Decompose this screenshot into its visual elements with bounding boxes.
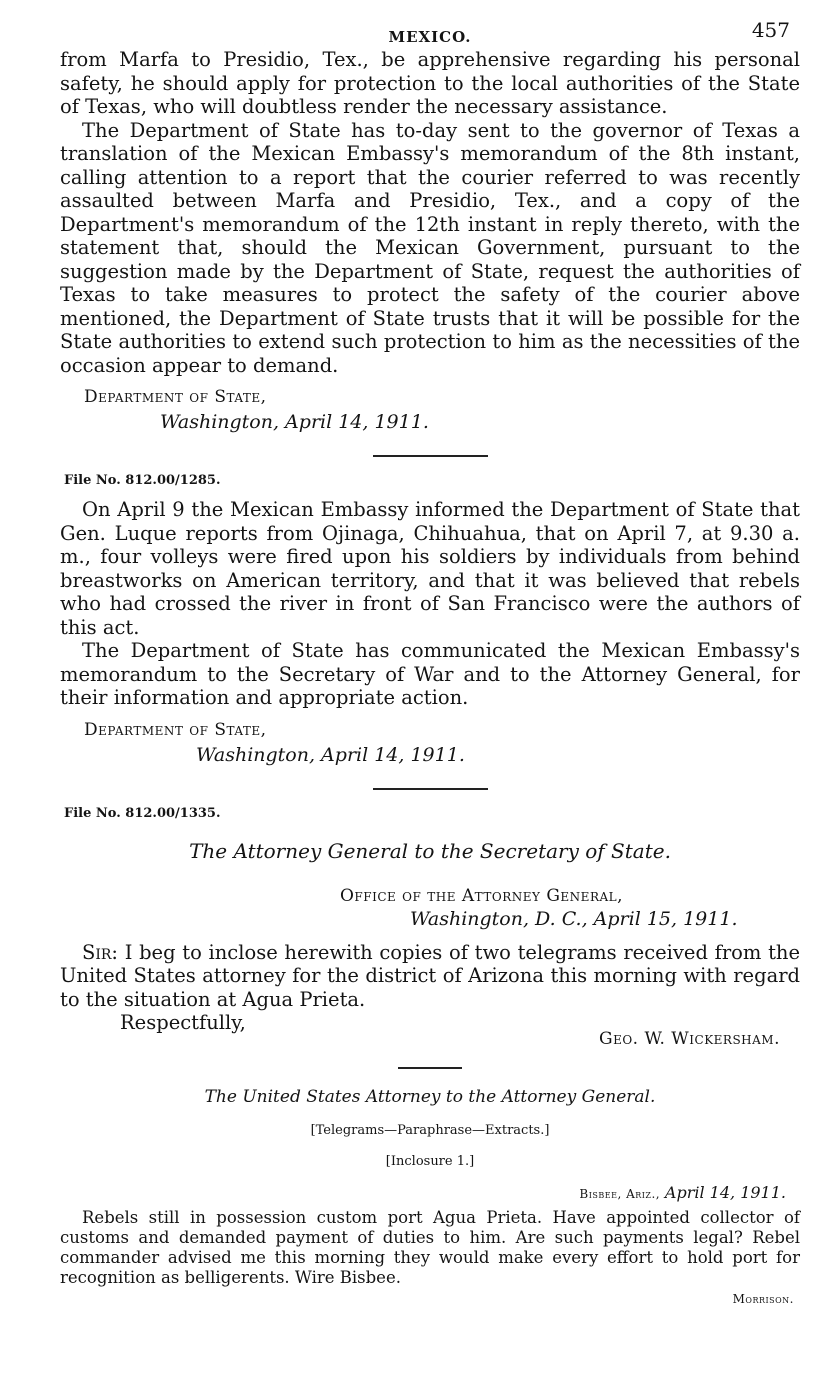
section-attorney-general-letter [60,806,800,1049]
signature-place: Washington, April 14, 1911. [196,743,465,766]
office-heading: Office of the Attorney General, [340,885,624,906]
dateline-date: April 14, 1911. [664,1182,786,1202]
document-page [60,18,800,1306]
page-number: 457 [751,18,790,42]
running-head: MEXICO. [388,28,472,46]
section-divider [373,455,488,457]
signature-department-text: Department of State, [84,719,267,740]
signature-department [84,385,800,409]
signature-morrison: Morrison. [732,1291,794,1306]
file-number: File No. 812.00/1285. [64,473,221,488]
dateline-place: Bisbee, Ariz., [579,1186,661,1201]
office-place: Washington, D. C., April 15, 1911. [410,907,738,930]
inclosure-label: [Inclosure 1.] [385,1153,475,1169]
letter-body-text: I beg to inclose herewith copies of two telegrams received from the United States attorney for the district of Arizona this morning with regard to the situation at Agua Prieta. [60,940,800,1011]
telegram-title: The United States Attorney to the Attorney General. [204,1086,656,1107]
section-ojinaga-report [60,473,800,768]
file-number: File No. 812.00/1335. [64,805,221,821]
paragraph-continued: from Marfa to Presidio, Tex., be apprehensive regarding his personal safety, he should apply for protection to the local authorities of the State of Texas, who will doubtless render the necessary assistance. [60,48,800,118]
telegram-body: Rebels still in possession custom port Agua Prieta. Have appointed collector of customs and demanded payment of duties to him. Are such payments legal? Rebel commander advised me this morning they would make every effort to hold port for recognition as belligerents. Wire Bisbee. [60,1207,800,1287]
letter-title: The Attorney General to the Secretary of State. [189,838,671,863]
page-header [60,18,800,48]
section-divider [373,788,488,790]
signature-place: Washington, April 14, 1911. [160,411,429,433]
telegram-note: [Telegrams—Paraphrase—Extracts.] [310,1122,550,1138]
section-courier-protection [60,48,800,435]
closing: Respectfully, [120,1011,246,1034]
paragraph-governor-texas: The Department of State has to-day sent to the governor of Texas a translation of the Mexican Embassy's memorandum of the 8th instant, calling attention to a report that the courier referred to was recently assaulted between Marfa and Presidio, Tex., and a copy of the Department's memorandum of the 12th instant in reply thereto, with the statement that, should the Mexican Government, pursuant to the suggestion made by the Department of State, request the authorities of Texas to take measures to protect the safety of the courier above mentioned, the Department of State trusts that it will be possible for the State authorities to extend such protection to him as the necessities of the occasion appear to demand. [60,118,800,377]
signature-department-text: Department of State, [84,387,267,407]
paragraph-communicated: The Department of State has communicated the Mexican Embassy's memorandum to the Secretary of War and to the Attorney General, for their information and appropriate action. [60,639,800,709]
signature-department [84,718,800,742]
paragraph-embassy-report: On April 9 the Mexican Embassy informed the Department of State that Gen. Luque reports from Ojinaga, Chihuahua, that on April 7, at 9.30 a. m., four volleys were fired upon his soldiers by individuals from behind breastworks on American territory, and that it was believed that rebels who had crossed the river in front of San Francisco were the authors of this act. [60,498,800,639]
salutation: Sir: [82,940,118,964]
section-divider [398,1067,462,1069]
section-telegram [60,1087,800,1306]
letter-body [60,941,800,1012]
telegram-dateline [60,1183,786,1202]
signature-wickersham: Geo. W. Wickersham. [599,1028,780,1049]
